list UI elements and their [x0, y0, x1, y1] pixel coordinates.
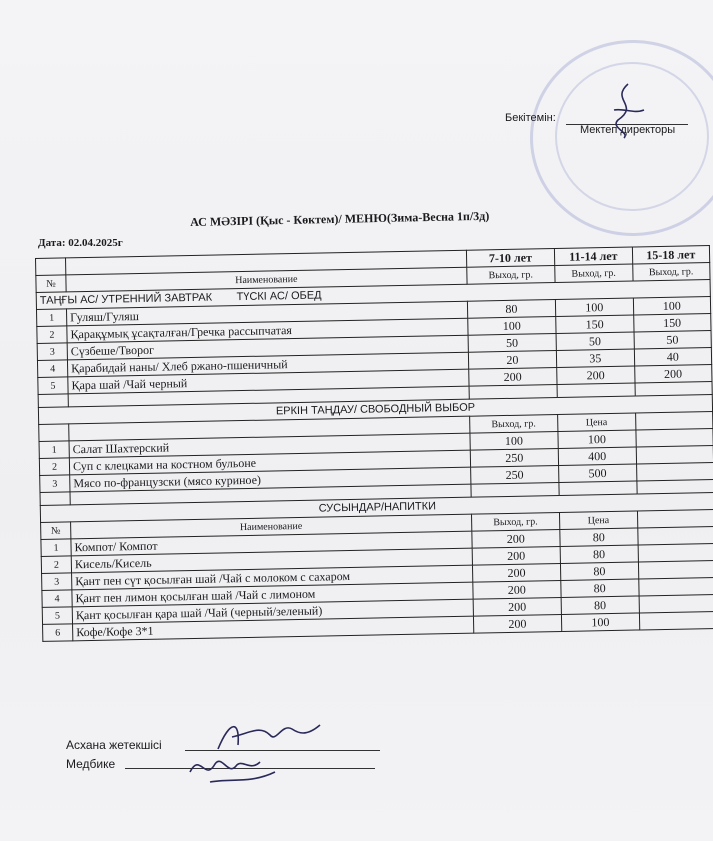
out-header-2: Выход, гр.	[555, 264, 633, 282]
portion: 200	[471, 529, 560, 548]
price-header: Цена	[558, 413, 636, 431]
row-num: 4	[37, 360, 67, 378]
age-group-15-18: 15-18 лет	[632, 246, 710, 264]
price: 80	[561, 579, 639, 597]
portion-11-14: 35	[556, 349, 634, 367]
price: 80	[561, 596, 639, 614]
portion-15-18: 50	[634, 331, 712, 349]
out-header: Выход, гр.	[471, 512, 560, 531]
cook-label: Асхана жетекшісі	[66, 738, 162, 752]
row-num: 3	[37, 343, 67, 361]
row-num: 2	[41, 556, 71, 574]
out-header: Выход, гр.	[469, 414, 558, 433]
portion-11-14: 50	[556, 332, 634, 350]
portion-15-18: 100	[633, 297, 711, 315]
row-num: 1	[41, 539, 71, 557]
director-role: Мектеп директоры	[580, 124, 676, 136]
drink-name: Компот/ Компот	[71, 531, 472, 556]
price: 400	[558, 447, 636, 465]
out-header-3: Выход, гр.	[632, 263, 710, 281]
name-header: Наименование	[66, 267, 467, 292]
row-num: 1	[39, 441, 69, 459]
menu-table-wrapper	[35, 245, 713, 642]
dish-name: Суп с клецками на костном бульоне	[69, 450, 470, 475]
director-signature	[600, 80, 650, 140]
row-num: 1	[36, 309, 66, 327]
portion-11-14: 100	[555, 298, 633, 316]
price: 80	[560, 528, 638, 546]
name-header: Наименование	[71, 514, 472, 539]
row-num: 4	[42, 590, 72, 608]
row-num: 3	[40, 475, 70, 493]
portion-11-14: 200	[557, 366, 635, 384]
portion-7-10: 100	[467, 317, 556, 336]
dish-name: Салат Шахтерский	[69, 433, 470, 458]
portion-7-10: 20	[468, 351, 557, 370]
portion: 200	[472, 580, 561, 599]
dish-name: Қарақұмық ұсақталған/Гречка рассыпчатая	[67, 318, 468, 343]
portion-15-18: 200	[634, 365, 712, 383]
price: 80	[561, 562, 639, 580]
num-header: №	[36, 275, 66, 293]
portion-15-18: 150	[633, 314, 711, 332]
drink-name: Қант қосылған қара шай /Чай (черный/зеленый)	[72, 599, 473, 624]
row-num: 2	[37, 326, 67, 344]
price: 80	[560, 545, 638, 563]
num-header: №	[41, 522, 71, 540]
drink-name: Қант пен сүт қосылған шай /Чай с молоком с сахаром	[72, 565, 473, 590]
menu-date: Дата: 02.04.2025г	[38, 237, 123, 249]
breakfast-heading: ТАҢҒЫ АС/ УТРЕННИЙ ЗАВТРАК	[39, 291, 213, 307]
portion: 200	[472, 546, 561, 565]
row-num: 6	[43, 624, 73, 642]
portion: 250	[470, 465, 559, 484]
drinks-heading: СУСЫНДАР/НАПИТКИ	[40, 493, 713, 523]
price: 100	[562, 613, 640, 631]
approval-label: Бекітемін:	[505, 112, 556, 124]
age-group-7-10: 7-10 лет	[466, 249, 555, 268]
portion: 100	[470, 431, 559, 450]
menu-table	[35, 245, 713, 642]
drink-name: Қант пен лимон қосылған шай /Чай с лимоном	[72, 582, 473, 607]
row-num: 2	[39, 458, 69, 476]
lunch-heading: ТҮСКІ АС/ ОБЕД	[236, 289, 322, 304]
portion-7-10: 50	[468, 334, 557, 353]
row-num: 5	[42, 607, 72, 625]
portion-7-10: 80	[467, 300, 556, 319]
price-header: Цена	[560, 511, 638, 529]
dish-name: Қарабидай наны/ Хлеб ржано-пшеничный	[68, 352, 469, 377]
drink-name: Кофе/Кофе 3*1	[73, 616, 474, 641]
portion: 250	[470, 448, 559, 467]
portion: 200	[473, 614, 562, 633]
nurse-label: Медбике	[66, 757, 116, 771]
dish-name: Мясо по-французски (мясо куриное)	[70, 467, 471, 492]
row-num: 5	[38, 377, 68, 395]
dish-name: Қара шай /Чай черный	[68, 369, 469, 394]
dish-name: Гуляш/Гуляш	[67, 301, 468, 326]
row-num: 3	[42, 573, 72, 591]
dish-name: Сүзбеше/Творог	[67, 335, 468, 360]
portion-7-10: 200	[468, 368, 557, 387]
portion-15-18: 40	[634, 348, 712, 366]
out-header-1: Выход, гр.	[466, 266, 555, 285]
page-title: АС МӘЗІРІ (Қыс - Көктем)/ МЕНЮ(Зима-Весна 1п/3д)	[190, 208, 490, 229]
age-group-11-14: 11-14 лет	[554, 247, 632, 265]
free-choice-heading: ЕРКІН ТАҢДАУ/ СВОБОДНЫЙ ВЫБОР	[38, 395, 712, 425]
portion: 200	[473, 597, 562, 616]
portion-11-14: 150	[556, 315, 634, 333]
drink-name: Кисель/Кисель	[71, 548, 472, 573]
portion: 200	[472, 563, 561, 582]
price: 100	[558, 430, 636, 448]
price: 500	[559, 464, 637, 482]
nurse-signature	[180, 742, 290, 792]
